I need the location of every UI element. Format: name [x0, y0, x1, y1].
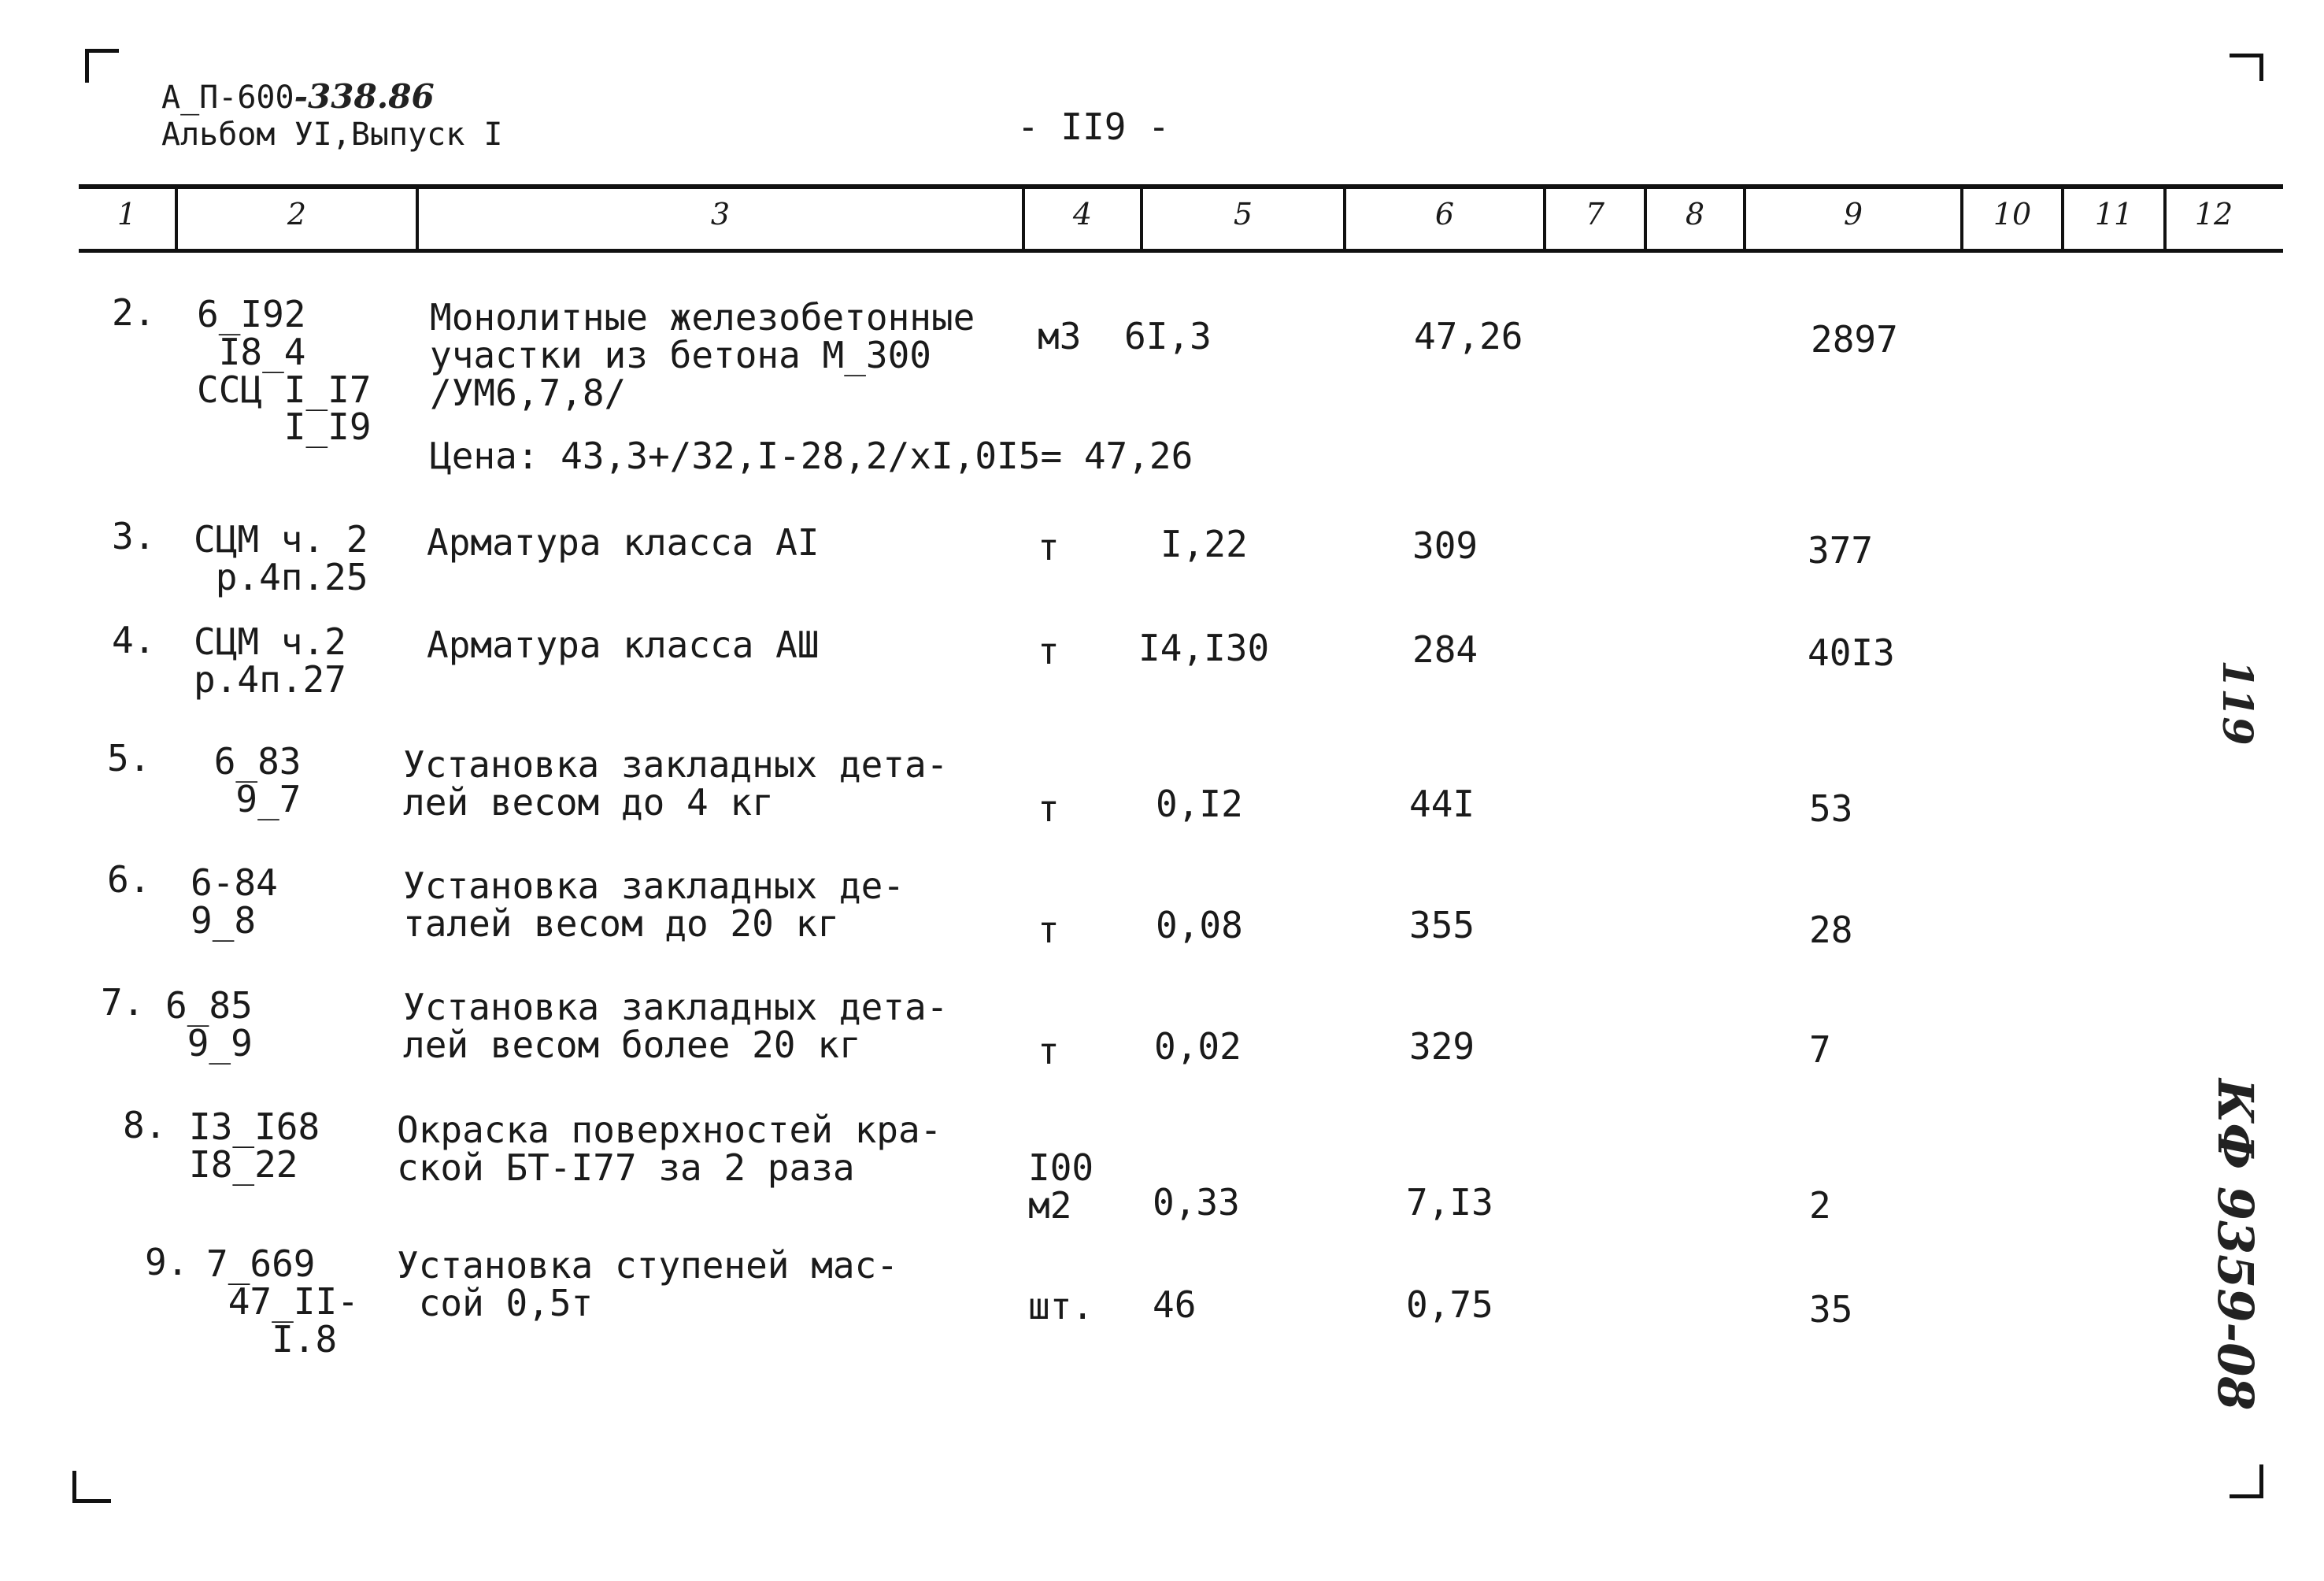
quantity: 6I,3 [1124, 315, 1212, 357]
unit: шт. [1028, 1285, 1094, 1327]
total-cost: 2 [1809, 1184, 1831, 1227]
price-calculation-note: Цена: 43,3+/32,I-28,2/хI,0I5= 47,26 [430, 435, 1193, 477]
work-description: Установка закладных де- талей весом до 20 кг [403, 865, 905, 945]
unit: т [1038, 630, 1060, 672]
unit-price: 7,I3 [1406, 1181, 1493, 1224]
quantity: 0,02 [1154, 1025, 1242, 1068]
unit-price: 284 [1412, 628, 1478, 671]
norm-code: 7_669 47_II- I.8 [206, 1242, 359, 1361]
row-number: 4. [112, 619, 156, 661]
total-cost: 28 [1809, 909, 1853, 951]
unit: т [1038, 787, 1060, 830]
total-cost: 7 [1809, 1028, 1831, 1071]
norm-code: I3_I68 I8_22 [189, 1105, 320, 1186]
column-number-3: 3 [710, 197, 731, 231]
total-cost: 40I3 [1808, 631, 1895, 674]
column-number-5: 5 [1233, 197, 1253, 231]
corner-mark-bottom-right [2230, 1464, 2263, 1498]
unit: м3 [1038, 315, 1082, 357]
unit: т [1038, 909, 1060, 951]
work-description: Окраска поверхностей кра- ской БТ-I77 за 2 раза [397, 1109, 942, 1189]
column-number-1: 1 [117, 197, 137, 231]
document-code-printed: А_П-600 [161, 80, 294, 116]
column-number-10: 10 [1993, 197, 2032, 231]
quantity: 46 [1153, 1283, 1197, 1326]
norm-code: СЦМ ч.2 р.4п.27 [194, 620, 346, 701]
unit: т [1038, 1030, 1060, 1072]
column-number-4: 4 [1072, 197, 1093, 231]
table-header-top-rule [79, 184, 2283, 189]
unit-price: 309 [1412, 524, 1478, 567]
document-code [161, 77, 435, 116]
margin-sheet-code: КФ 9359-08 [2207, 1079, 2264, 1411]
norm-code: 6-84 9_8 [191, 861, 278, 942]
column-number-6: 6 [1434, 197, 1455, 231]
column-number-9: 9 [1843, 197, 1863, 231]
table-header-bottom-rule [79, 249, 2283, 253]
work-description: Установка закладных дета- лей весом до 4 кг [403, 743, 949, 824]
work-description: Установка закладных дета- лей весом более 20 кг [403, 986, 949, 1066]
column-number-7: 7 [1585, 197, 1605, 231]
column-number-11: 11 [2094, 197, 2133, 231]
work-description: Арматура класса АI [427, 521, 820, 564]
quantity: I,22 [1160, 523, 1248, 565]
unit: т [1038, 526, 1060, 568]
quantity: 0,08 [1156, 904, 1243, 946]
total-cost: 377 [1808, 529, 1874, 572]
column-number-12: 12 [2194, 197, 2233, 231]
total-cost: 2897 [1811, 318, 1898, 361]
unit-price: 0,75 [1406, 1283, 1493, 1326]
norm-code: СЦМ ч. 2 р.4п.25 [194, 518, 368, 598]
row-number: 2. [112, 291, 156, 334]
row-number: 9. [145, 1241, 189, 1283]
quantity: I4,I30 [1138, 627, 1270, 669]
unit-price: 47,26 [1414, 315, 1523, 357]
column-number-2: 2 [287, 197, 307, 231]
norm-code: 6_85 9_9 [165, 984, 253, 1064]
row-number: 7. [101, 981, 145, 1024]
column-number-8: 8 [1685, 197, 1705, 231]
work-description: Арматура класса АШ [427, 624, 820, 666]
corner-mark-top-left [85, 49, 119, 83]
document-code-handwritten: -338.86 [294, 77, 435, 116]
unit: I00 м2 [1028, 1146, 1094, 1227]
row-number: 5. [107, 737, 151, 779]
page-number: - II9 - [1017, 106, 1170, 148]
corner-mark-bottom-left [72, 1471, 111, 1503]
unit-price: 355 [1409, 904, 1475, 946]
total-cost: 35 [1809, 1288, 1853, 1331]
margin-page-number: 119 [2213, 660, 2261, 746]
unit-price: 44I [1409, 783, 1475, 825]
quantity: 0,33 [1153, 1181, 1240, 1224]
album-line: Альбом УI,Выпуск I [161, 117, 503, 153]
work-description: Установка ступеней мас- сой 0,5т [397, 1244, 898, 1324]
total-cost: 53 [1809, 787, 1853, 830]
norm-code: 6_83 9_7 [213, 740, 302, 820]
work-description: Монолитные железобетонные участки из бетона М_300 /УМ6,7,8/ [430, 296, 975, 414]
row-number: 3. [112, 515, 156, 557]
row-number: 6. [107, 858, 151, 901]
corner-mark-top-right [2230, 54, 2263, 81]
norm-code: 6_I92 I8_4 ССЦ I_I7 I_I9 [197, 293, 372, 449]
row-number: 8. [123, 1104, 167, 1146]
unit-price: 329 [1409, 1025, 1475, 1068]
quantity: 0,I2 [1156, 783, 1243, 825]
